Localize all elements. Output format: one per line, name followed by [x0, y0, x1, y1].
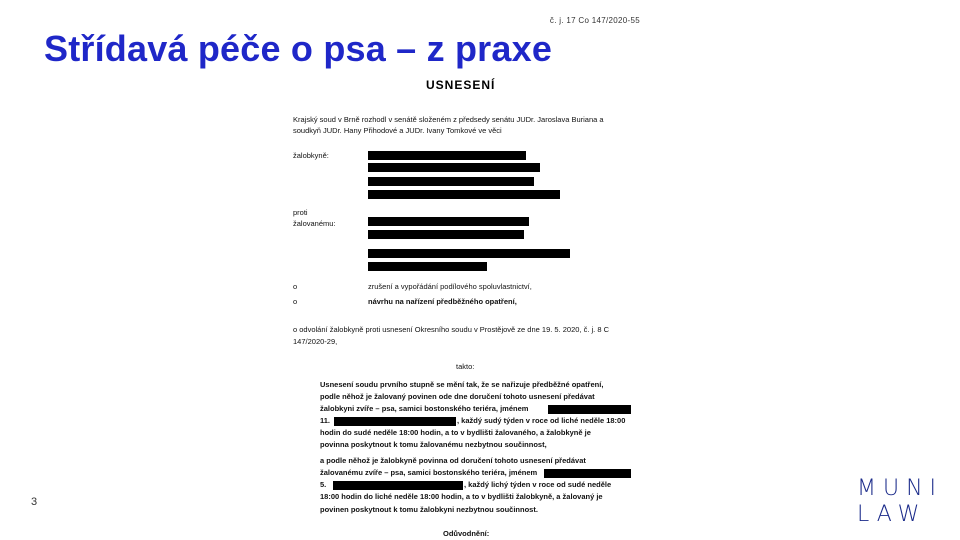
redaction-bar	[368, 249, 570, 258]
ruling-line: podle něhož je žalovaný povinen ode dne doručení tohoto usnesení předávat	[320, 392, 595, 401]
plaintiff-label: žalobkyně:	[293, 151, 329, 160]
ruling-line: Usnesení soudu prvního stupně se mění tak, že se nařizuje předběžné opatření,	[320, 380, 604, 389]
ruling-line: 11.	[320, 416, 331, 425]
ruling-line: žalovanému zvíře – psa, samici bostonského teriéra, jménem	[320, 468, 538, 477]
ruling-line: žalobkyni zvíře – psa, samici bostonského teriéra, jménem	[320, 404, 529, 413]
o-label: o	[293, 297, 298, 306]
appeal-text: o odvolání žalobkyně proti usnesení Okresního soudu v Prostějově ze dne 19. 5. 2020, č. j. 8 C	[293, 325, 610, 334]
redaction-bar	[544, 469, 631, 478]
o-label: o	[293, 282, 298, 291]
against-label: proti	[293, 208, 308, 217]
redaction-bar	[368, 190, 560, 199]
redaction-bar	[548, 405, 631, 414]
redaction-bar	[333, 481, 463, 490]
ruling-line: 5.	[320, 480, 327, 489]
slide-number: 3	[31, 496, 38, 508]
ruling-line: hodin do sudé neděle 18:00 hodin, a to v bydlišti žalovaného, a žalobkyně je	[320, 428, 591, 437]
muni-law-logo	[857, 476, 944, 528]
redaction-bar	[368, 262, 487, 271]
ruling-line: povinna poskytnout k tomu žalovanému nezbytnou součinnost,	[320, 440, 547, 449]
appeal-text: 147/2020-29,	[293, 337, 338, 346]
intro-text: soudkyň JUDr. Hany Přihodové a JUDr. Ivany Tomkové ve věci	[293, 126, 502, 135]
ruling-line: 18:00 hodin do liché neděle 18:00 hodin, a to v bydlišti žalobkyně, a žalovaný je	[320, 492, 603, 501]
thus-text: takto:	[456, 362, 475, 371]
ruling-line: povinen poskytnout k tomu žalobkyni nezbytnou součinnost.	[320, 505, 538, 514]
ruling-line: a podle něhož je žalobkyně povinna od doručení tohoto usnesení předávat	[320, 456, 586, 465]
case-reference: č. j. 17 Co 147/2020-55	[549, 16, 640, 25]
document-heading: USNESENÍ	[426, 78, 496, 92]
slide-title: Střídavá péče o psa – z praxe	[44, 28, 553, 69]
reasoning-heading: Odůvodnění:	[443, 529, 490, 538]
ruling-line: , každý sudý týden v roce od liché neděle 18:00	[457, 416, 626, 425]
logo-text: MUNI	[857, 476, 944, 501]
redaction-bar	[368, 230, 524, 239]
redaction-bar	[368, 151, 526, 160]
redaction-bar	[368, 177, 534, 186]
defendant-label: žalovanému:	[293, 219, 336, 228]
logo-text: LAW	[857, 502, 927, 527]
court-document-image	[276, 10, 644, 540]
ruling-line: , každý lichý týden v roce od sudé neděle	[464, 480, 612, 489]
redaction-bar	[368, 217, 529, 226]
intro-text: Krajský soud v Brně rozhodl v senátě složeném z předsedy senátu JUDr. Jaroslava Buriana a	[293, 115, 604, 124]
matter-text: zrušení a vypořádání podílového spoluvlastnictví,	[368, 282, 532, 291]
redaction-bar	[368, 163, 540, 172]
matter-text: návrhu na nařízení předběžného opatření,	[368, 297, 517, 306]
redaction-bar	[334, 417, 456, 426]
